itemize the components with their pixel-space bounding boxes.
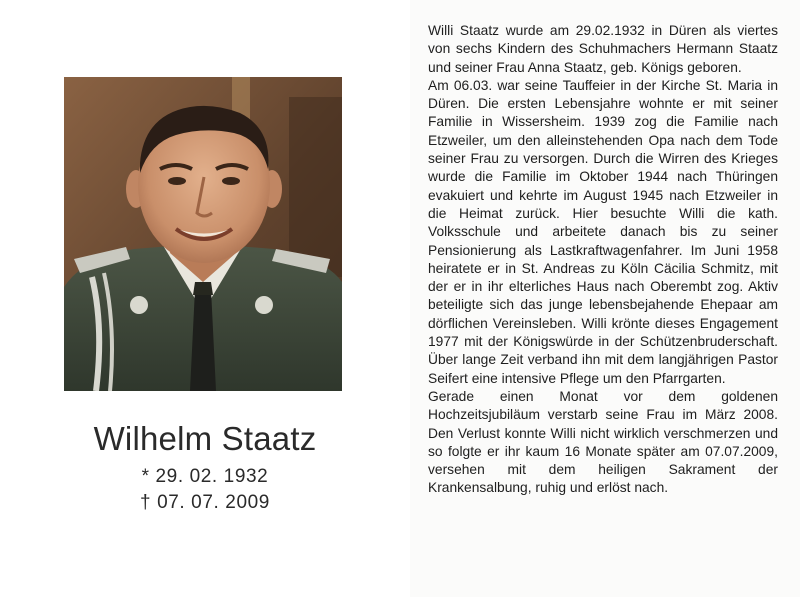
biography-paragraph: Willi Staatz wurde am 29.02.1932 in Düren als viertes von sechs Kindern des Schuhmachers Hermann Staatz und seiner Frau Anna Staatz, geb. Königs geboren. (428, 23, 778, 75)
birth-date: * 29. 02. 1932 (141, 466, 269, 487)
deceased-name: Wilhelm Staatz (93, 420, 317, 457)
biography-paragraph: Gerade einen Monat vor dem goldenen Hochzeitsjubiläum verstarb seine Frau im März 2008. Den Verlust konnte Willi nicht wirklich verschmerzen und so folgte er ihr kaum 16 Monate später am 07.07.2009, versehen mit dem heiligen Sakrament der Krankensalbung, ruhig und erlöst nach. (428, 388, 778, 496)
biography-text (428, 22, 778, 498)
biography-paragraph: Am 06.03. war seine Tauffeier in der Kirche St. Maria in Düren. Die ersten Lebensjahre wohnte er mit seiner Familie in Wissersheim. 1939 zog die Familie nach Etzweiler, um den alleinstehenden Opa nach dem Tode seiner Frau zu versorgen. Durch die Wirren des Krieges wurde die Familie im Oktober 1944 nach Thüringen evakuiert und kehrte im August 1945 nach Etzweiler in die Heimat zurück. Hier besuchte Willi die kath. Volksschule und arbeitete danach bis zu seiner Pensionierung als Lastkraftwagenfahrer. Im Juni 1958 heiratete er in St. Andreas zu Köln Cäcilia Schmitz, mit der er in ihr elterliches Haus nach Oberembt zog. Aktiv beteiligte sich das junge lebensbejahende Ehepaar am dörflichen Vereinsleben. Willi krönte dieses Engagement 1977 mit der Königswürde in der Schützenbruderschaft. Über lange Zeit verband ihn mit dem langjährigen Pastor Seifert eine intensive Pflege um den Pfarrgarten. (428, 77, 778, 386)
portrait-photo (64, 77, 342, 391)
death-date: † 07. 07. 2009 (140, 492, 270, 513)
